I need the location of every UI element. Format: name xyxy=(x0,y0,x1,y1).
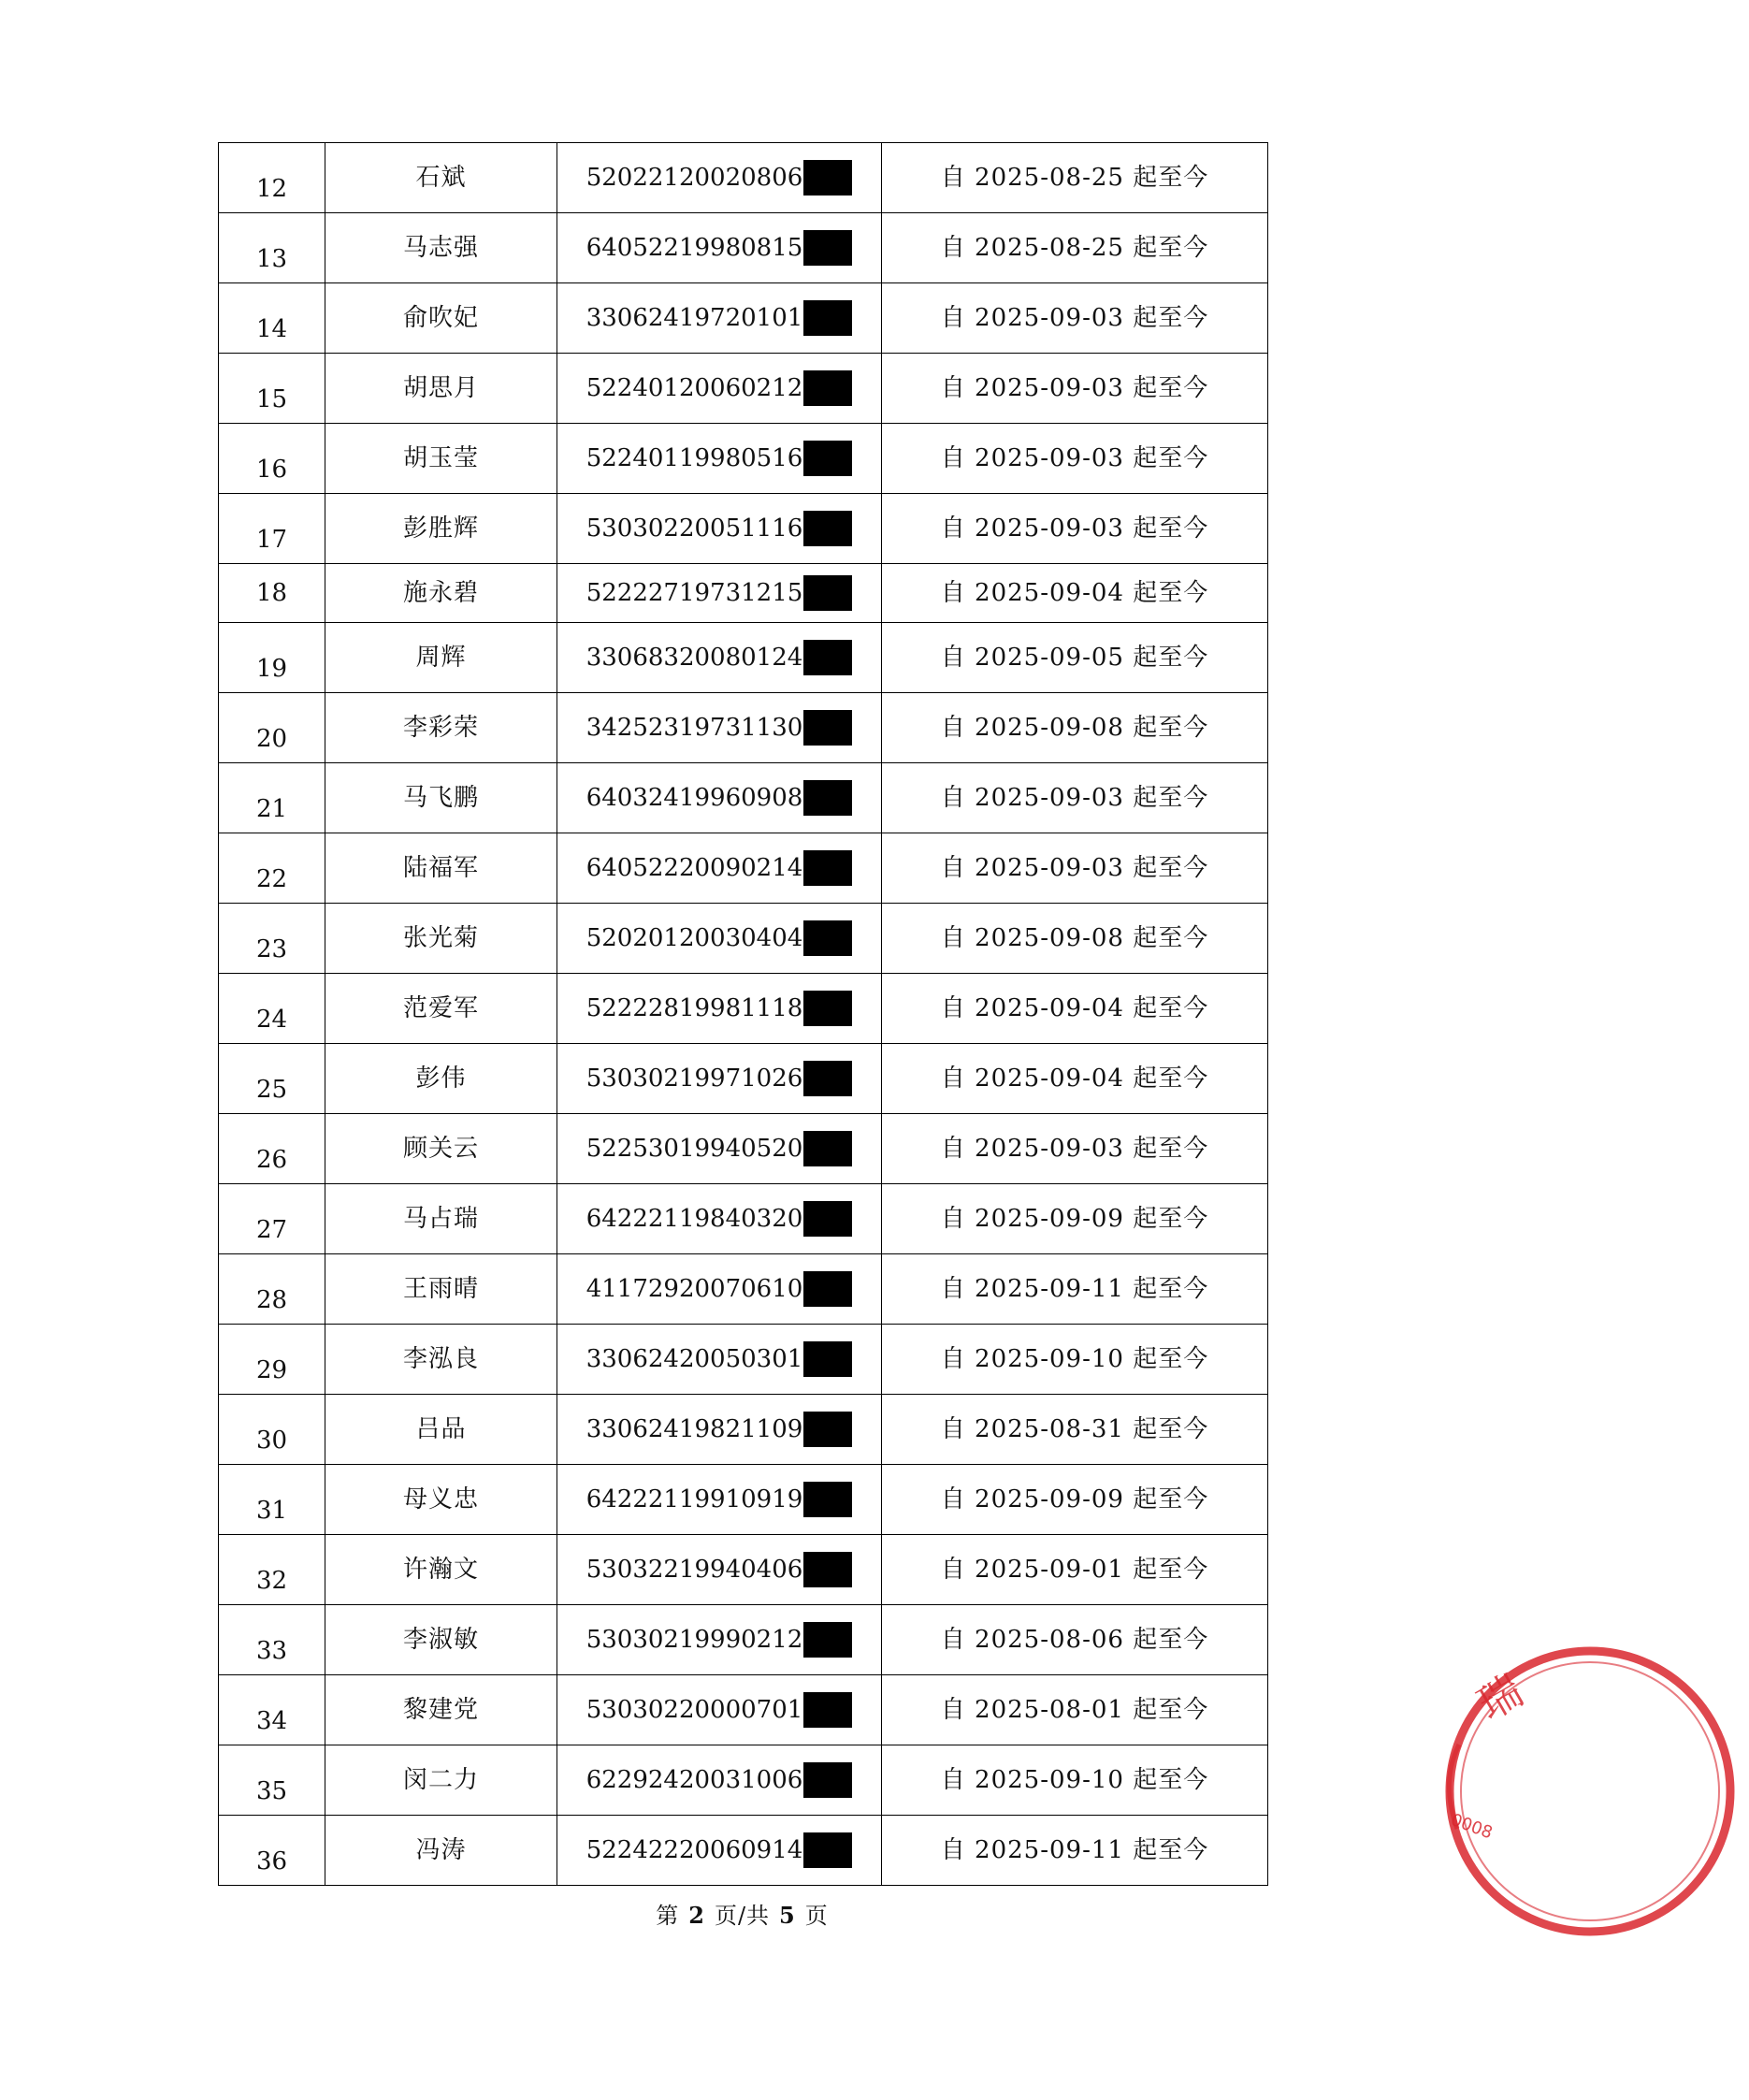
row-number-cell: 36 xyxy=(219,1816,325,1886)
start-date-cell: 自 2025-08-01 起至今 xyxy=(882,1675,1268,1745)
employee-name-cell: 彭伟 xyxy=(325,1044,557,1114)
id-number-cell xyxy=(557,763,882,833)
redaction-block xyxy=(803,575,852,611)
id-number-text: 33062420050301 xyxy=(585,1345,803,1373)
id-number-cell xyxy=(557,1325,882,1395)
table-row xyxy=(219,623,1268,693)
id-number-cell xyxy=(557,213,882,283)
employee-name-cell: 马占瑞 xyxy=(325,1184,557,1254)
id-number-wrapper xyxy=(586,1412,853,1447)
id-number-cell xyxy=(557,693,882,763)
redaction-block xyxy=(803,1482,852,1517)
employee-name-cell: 胡玉莹 xyxy=(325,424,557,494)
redaction-block xyxy=(803,300,852,336)
table-row xyxy=(219,1184,1268,1254)
employee-name-cell: 石斌 xyxy=(325,143,557,213)
redaction-block xyxy=(803,710,852,746)
id-number-text: 62292420031006 xyxy=(585,1766,803,1794)
row-number-cell: 23 xyxy=(219,904,325,974)
id-number-cell xyxy=(557,1184,882,1254)
footer-total-pages: 5 xyxy=(779,1902,796,1929)
row-number-cell: 25 xyxy=(219,1044,325,1114)
seal-text: 瑞 xyxy=(1468,1664,1532,1731)
id-number-wrapper xyxy=(586,1762,853,1798)
id-number-wrapper xyxy=(586,441,853,476)
id-number-cell xyxy=(557,1675,882,1745)
start-date-cell: 自 2025-09-11 起至今 xyxy=(882,1254,1268,1325)
table-row xyxy=(219,1395,1268,1465)
id-number-wrapper xyxy=(586,160,853,196)
id-number-wrapper xyxy=(586,370,853,406)
id-number-text: 33062419720101 xyxy=(585,304,803,332)
row-number-cell: 24 xyxy=(219,974,325,1044)
redaction-block xyxy=(803,1271,852,1307)
row-number-cell: 33 xyxy=(219,1605,325,1675)
table-row xyxy=(219,1044,1268,1114)
row-number-cell: 35 xyxy=(219,1745,325,1816)
redaction-block xyxy=(803,1201,852,1237)
redaction-block xyxy=(803,441,852,476)
id-number-cell xyxy=(557,1605,882,1675)
redaction-block xyxy=(803,640,852,675)
id-number-cell xyxy=(557,424,882,494)
table-row xyxy=(219,904,1268,974)
redaction-block xyxy=(803,850,852,886)
start-date-cell: 自 2025-09-08 起至今 xyxy=(882,693,1268,763)
row-number-cell: 28 xyxy=(219,1254,325,1325)
start-date-cell: 自 2025-09-11 起至今 xyxy=(882,1816,1268,1886)
start-date-cell: 自 2025-09-01 起至今 xyxy=(882,1535,1268,1605)
start-date-cell: 自 2025-09-09 起至今 xyxy=(882,1465,1268,1535)
id-number-text: 52240119980516 xyxy=(585,444,803,472)
roster-body xyxy=(219,143,1268,1886)
employee-name-cell: 范爱军 xyxy=(325,974,557,1044)
row-number-cell: 21 xyxy=(219,763,325,833)
id-number-wrapper xyxy=(586,1271,853,1307)
id-number-text: 33062419821109 xyxy=(585,1415,803,1443)
id-number-wrapper xyxy=(586,850,853,886)
redaction-block xyxy=(803,920,852,956)
start-date-cell: 自 2025-09-10 起至今 xyxy=(882,1325,1268,1395)
table-row xyxy=(219,143,1268,213)
row-number-cell: 16 xyxy=(219,424,325,494)
id-number-wrapper xyxy=(586,300,853,336)
redaction-block xyxy=(803,1061,852,1096)
table-row xyxy=(219,1465,1268,1535)
row-number-cell: 27 xyxy=(219,1184,325,1254)
id-number-wrapper xyxy=(586,511,853,546)
row-number-cell: 15 xyxy=(219,354,325,424)
id-number-cell xyxy=(557,1816,882,1886)
id-number-text: 64222119910919 xyxy=(585,1485,803,1513)
employee-name-cell: 王雨晴 xyxy=(325,1254,557,1325)
id-number-cell xyxy=(557,1254,882,1325)
table-row xyxy=(219,1535,1268,1605)
start-date-cell: 自 2025-09-04 起至今 xyxy=(882,1044,1268,1114)
row-number-cell: 19 xyxy=(219,623,325,693)
start-date-cell: 自 2025-09-09 起至今 xyxy=(882,1184,1268,1254)
redaction-block xyxy=(803,511,852,546)
id-number-cell xyxy=(557,904,882,974)
employee-name-cell: 施永碧 xyxy=(325,564,557,623)
id-number-wrapper xyxy=(586,920,853,956)
id-number-text: 64032419960908 xyxy=(585,784,803,812)
redaction-block xyxy=(803,160,852,196)
id-number-cell xyxy=(557,494,882,564)
id-number-text: 52020120030404 xyxy=(585,924,803,952)
id-number-text: 52222819981118 xyxy=(585,994,803,1022)
row-number-cell: 34 xyxy=(219,1675,325,1745)
employee-name-cell: 李彩荣 xyxy=(325,693,557,763)
table-row xyxy=(219,1254,1268,1325)
employee-name-cell: 李淑敏 xyxy=(325,1605,557,1675)
start-date-cell: 自 2025-09-03 起至今 xyxy=(882,494,1268,564)
employee-name-cell: 母义忠 xyxy=(325,1465,557,1535)
id-number-wrapper xyxy=(586,1692,853,1728)
table-row xyxy=(219,213,1268,283)
row-number-cell: 31 xyxy=(219,1465,325,1535)
row-number-cell: 14 xyxy=(219,283,325,354)
id-number-wrapper xyxy=(586,1482,853,1517)
employee-name-cell: 冯涛 xyxy=(325,1816,557,1886)
id-number-cell xyxy=(557,1535,882,1605)
id-number-text: 53030220000701 xyxy=(585,1696,803,1724)
table-row xyxy=(219,1325,1268,1395)
id-number-text: 64052219980815 xyxy=(585,234,803,262)
redaction-block xyxy=(803,780,852,816)
row-number-cell: 22 xyxy=(219,833,325,904)
start-date-cell: 自 2025-09-03 起至今 xyxy=(882,283,1268,354)
page-footer xyxy=(0,1897,1484,1930)
table-row xyxy=(219,354,1268,424)
id-number-text: 33068320080124 xyxy=(585,644,803,672)
start-date-cell: 自 2025-09-08 起至今 xyxy=(882,904,1268,974)
id-number-wrapper xyxy=(586,640,853,675)
redaction-block xyxy=(803,230,852,266)
row-number-cell: 20 xyxy=(219,693,325,763)
id-number-text: 52022120020806 xyxy=(585,164,803,192)
id-number-text: 64052220090214 xyxy=(585,854,803,882)
start-date-cell: 自 2025-09-03 起至今 xyxy=(882,354,1268,424)
id-number-text: 53032219940406 xyxy=(585,1556,803,1584)
id-number-cell xyxy=(557,1745,882,1816)
id-number-wrapper xyxy=(586,1552,853,1587)
redaction-block xyxy=(803,1692,852,1728)
id-number-cell xyxy=(557,623,882,693)
row-number-cell: 26 xyxy=(219,1114,325,1184)
employee-name-cell: 吕品 xyxy=(325,1395,557,1465)
start-date-cell: 自 2025-08-25 起至今 xyxy=(882,143,1268,213)
employee-name-cell: 李泓良 xyxy=(325,1325,557,1395)
start-date-cell: 自 2025-08-25 起至今 xyxy=(882,213,1268,283)
redaction-block xyxy=(803,1622,852,1658)
id-number-text: 52242220060914 xyxy=(585,1836,803,1864)
table-row xyxy=(219,1605,1268,1675)
employee-name-cell: 闵二力 xyxy=(325,1745,557,1816)
id-number-cell xyxy=(557,974,882,1044)
row-number-cell: 18 xyxy=(219,564,325,623)
id-number-text: 53030219990212 xyxy=(585,1626,803,1654)
id-number-wrapper xyxy=(586,780,853,816)
start-date-cell: 自 2025-09-04 起至今 xyxy=(882,974,1268,1044)
employee-name-cell: 周辉 xyxy=(325,623,557,693)
id-number-wrapper xyxy=(586,1832,853,1868)
redaction-block xyxy=(803,370,852,406)
id-number-text: 52240120060212 xyxy=(585,374,803,402)
footer-page-number: 2 xyxy=(688,1902,705,1929)
employee-name-cell: 俞吹妃 xyxy=(325,283,557,354)
table-row xyxy=(219,283,1268,354)
employee-name-cell: 马志强 xyxy=(325,213,557,283)
employee-name-cell: 张光菊 xyxy=(325,904,557,974)
start-date-cell: 自 2025-08-06 起至今 xyxy=(882,1605,1268,1675)
footer-suffix: 页 xyxy=(804,1903,829,1929)
start-date-cell: 自 2025-09-03 起至今 xyxy=(882,424,1268,494)
start-date-cell: 自 2025-08-31 起至今 xyxy=(882,1395,1268,1465)
id-number-cell xyxy=(557,564,882,623)
employee-name-cell: 黎建党 xyxy=(325,1675,557,1745)
seal-number: 0008 xyxy=(1448,1809,1496,1844)
row-number-cell: 32 xyxy=(219,1535,325,1605)
start-date-cell: 自 2025-09-05 起至今 xyxy=(882,623,1268,693)
table-row xyxy=(219,1114,1268,1184)
id-number-wrapper xyxy=(586,991,853,1026)
table-row xyxy=(219,1816,1268,1886)
redaction-block xyxy=(803,1832,852,1868)
table-row xyxy=(219,564,1268,623)
table-row xyxy=(219,974,1268,1044)
row-number-cell: 12 xyxy=(219,143,325,213)
id-number-cell xyxy=(557,143,882,213)
table-row xyxy=(219,693,1268,763)
id-number-wrapper xyxy=(586,1131,853,1166)
employee-name-cell: 马飞鹏 xyxy=(325,763,557,833)
start-date-cell: 自 2025-09-03 起至今 xyxy=(882,833,1268,904)
table-row xyxy=(219,1675,1268,1745)
id-number-wrapper xyxy=(586,1341,853,1377)
id-number-text: 41172920070610 xyxy=(585,1275,803,1303)
employee-name-cell: 陆福军 xyxy=(325,833,557,904)
table-row xyxy=(219,494,1268,564)
start-date-cell: 自 2025-09-03 起至今 xyxy=(882,1114,1268,1184)
id-number-text: 34252319731130 xyxy=(585,714,803,742)
footer-prefix: 第 xyxy=(656,1903,680,1929)
redaction-block xyxy=(803,1341,852,1377)
footer-middle: 页/共 xyxy=(714,1903,771,1929)
id-number-text: 53030219971026 xyxy=(585,1064,803,1093)
redaction-block xyxy=(803,991,852,1026)
id-number-wrapper xyxy=(586,710,853,746)
redaction-block xyxy=(803,1412,852,1447)
row-number-cell: 13 xyxy=(219,213,325,283)
start-date-cell: 自 2025-09-04 起至今 xyxy=(882,564,1268,623)
employee-name-cell: 彭胜辉 xyxy=(325,494,557,564)
redaction-block xyxy=(803,1131,852,1166)
employee-name-cell: 顾关云 xyxy=(325,1114,557,1184)
start-date-cell: 自 2025-09-03 起至今 xyxy=(882,763,1268,833)
employee-name-cell: 胡思月 xyxy=(325,354,557,424)
id-number-text: 64222119840320 xyxy=(585,1205,803,1233)
id-number-wrapper xyxy=(586,1201,853,1237)
redaction-block xyxy=(803,1552,852,1587)
id-number-cell xyxy=(557,1395,882,1465)
table-row xyxy=(219,763,1268,833)
id-number-text: 53030220051116 xyxy=(585,514,803,543)
id-number-cell xyxy=(557,283,882,354)
id-number-cell xyxy=(557,1465,882,1535)
row-number-cell: 29 xyxy=(219,1325,325,1395)
id-number-wrapper xyxy=(586,230,853,266)
id-number-wrapper xyxy=(586,1622,853,1658)
id-number-cell xyxy=(557,1114,882,1184)
redaction-block xyxy=(803,1762,852,1798)
id-number-text: 52222719731215 xyxy=(585,579,803,607)
id-number-cell xyxy=(557,833,882,904)
id-number-cell xyxy=(557,354,882,424)
employee-roster-table xyxy=(218,142,1268,1886)
id-number-cell xyxy=(557,1044,882,1114)
table-row xyxy=(219,1745,1268,1816)
employee-name-cell: 许瀚文 xyxy=(325,1535,557,1605)
row-number-cell: 17 xyxy=(219,494,325,564)
id-number-wrapper xyxy=(586,1061,853,1096)
row-number-cell: 30 xyxy=(219,1395,325,1465)
id-number-wrapper xyxy=(586,575,853,611)
table-row xyxy=(219,424,1268,494)
id-number-text: 52253019940520 xyxy=(585,1135,803,1163)
table-row xyxy=(219,833,1268,904)
start-date-cell: 自 2025-09-10 起至今 xyxy=(882,1745,1268,1816)
